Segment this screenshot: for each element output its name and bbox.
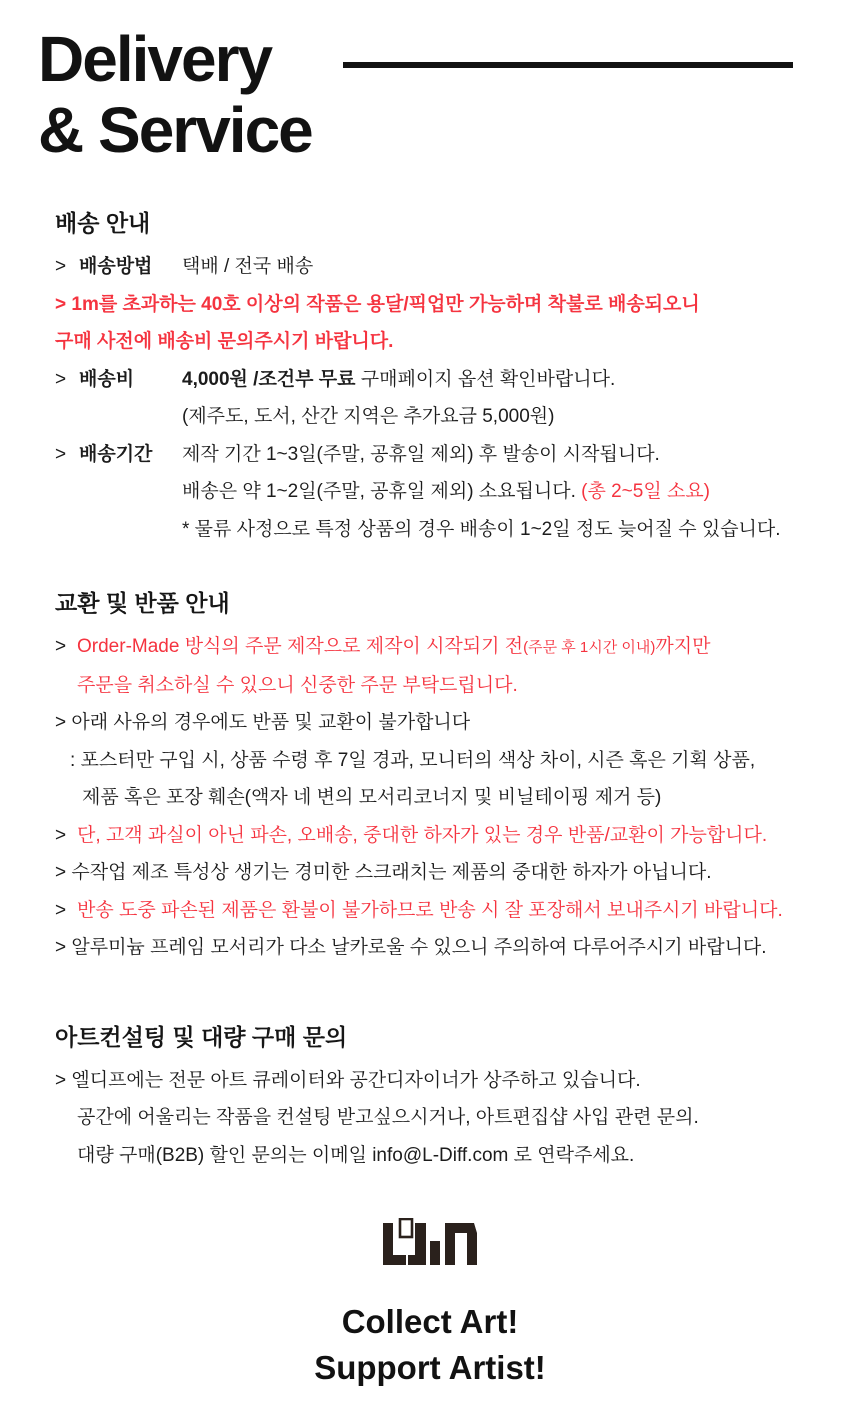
title-rule-divider — [343, 62, 793, 68]
brand-slogan — [0, 1299, 860, 1391]
section-shipping-info — [55, 208, 820, 548]
page-footer — [0, 1218, 860, 1391]
returns-exception-text: 단, 고객 과실이 아닌 파손, 오배송, 중대한 하자가 있는 경우 반품/교환이 가능합니다. — [77, 824, 768, 846]
shipping-method-label — [55, 248, 182, 286]
oversize-notice-line1: > 1m를 초과하는 40호 이상의 작품은 용달/픽업만 가능하며 착불로 배송되오니 — [55, 293, 700, 315]
returns-order-made-line — [55, 628, 820, 667]
shipping-method-label-text: 배송방법 — [79, 256, 153, 277]
bullet-arrow: > — [55, 899, 67, 921]
shipping-method-value: 택배 / 전국 배송 — [182, 256, 314, 277]
shipping-fee-note-inline: 구매페이지 옵션 확인바랍니다. — [355, 368, 616, 390]
returns-scratch-line: > 수작업 제조 특성상 생기는 경미한 스크래치는 제품의 중대한 하자가 아닙니다. — [55, 862, 712, 883]
shipping-method-row — [55, 248, 820, 286]
bullet-arrow: > — [55, 368, 67, 390]
slogan-line1: Collect Art! — [341, 1303, 519, 1340]
ldiff-logo-icon — [380, 1218, 480, 1271]
shipping-period-row — [55, 436, 820, 474]
shipping-period-line1: 제작 기간 1~3일(주말, 공휴일 제외) 후 발송이 시작됩니다. — [182, 443, 660, 465]
shipping-fee-value — [182, 361, 820, 399]
consulting-line3: 대량 구매(B2B) 할인 문의는 이메일 info@L-Diff.com 로 연락주세요. — [77, 1144, 635, 1166]
returns-heading: 교환 및 반품 안내 — [55, 590, 230, 616]
shipping-period-total-days: (총 2~5일 소요) — [581, 481, 710, 502]
bullet-arrow: > — [55, 443, 67, 465]
shipping-fee-label-text: 배송비 — [79, 368, 135, 390]
shipping-period-line2 — [182, 473, 820, 511]
bullet-arrow: > — [55, 256, 67, 277]
shipping-fee-row — [55, 361, 820, 399]
returns-exception-line — [55, 817, 820, 855]
consulting-line2: 공간에 어울리는 작품을 컨설팅 받고싶으시거나, 아트편집샵 사입 관련 문의. — [77, 1107, 699, 1128]
returns-repack-line — [55, 892, 820, 930]
returns-frame-warning-line: > 알루미늄 프레임 모서리가 다소 날카로울 수 있으니 주의하여 다루어주시기 바랍니다. — [55, 937, 767, 958]
returns-repack-text: 반송 도중 파손된 제품은 환불이 불가하므로 반송 시 잘 포장해서 보내주시기 바랍니다. — [77, 899, 783, 921]
oversize-notice-line2: 구매 사전에 배송비 문의주시기 바랍니다. — [55, 331, 394, 352]
shipping-period-label-text: 배송기간 — [79, 443, 153, 465]
returns-cancel-line: 주문을 취소하실 수 있으니 신중한 주문 부탁드립니다. — [77, 674, 518, 696]
returns-order-made-text: Order-Made 방식의 주문 제작으로 제작이 시작되기 전 — [77, 636, 524, 657]
returns-order-made-suffix: 까지만 — [655, 636, 711, 657]
shipping-period-line2-text: 배송은 약 1~2일(주말, 공휴일 제외) 소요됩니다. — [182, 481, 582, 502]
shipping-fee-label — [55, 361, 182, 399]
section-exchange-returns — [55, 588, 820, 967]
returns-cases-detail-line1: : 포스터만 구입 시, 상품 수령 후 7일 경과, 모니터의 색상 차이, 시즌 혹은 기획 상품, — [70, 749, 756, 771]
page-title — [38, 24, 860, 166]
bullet-arrow: > — [55, 636, 67, 657]
returns-no-return-cases-line: > 아래 사유의 경우에도 반품 및 교환이 불가합니다 — [55, 712, 471, 733]
bullet-arrow: > — [55, 824, 67, 846]
shipping-fee-extra-note: (제주도, 도서, 산간 지역은 추가요금 5,000원) — [182, 406, 555, 427]
returns-cancel-window-note: (주문 후 1시간 이내) — [523, 639, 656, 656]
shipping-fee-amount: 4,000원 /조건부 무료 — [182, 368, 356, 390]
page-title-line1: Delivery — [38, 23, 272, 95]
consulting-line1: > 엘디프에는 전문 아트 큐레이터와 공간디자이너가 상주하고 있습니다. — [55, 1069, 641, 1091]
shipping-heading: 배송 안내 — [55, 210, 151, 236]
slogan-line2: Support Artist! — [314, 1349, 546, 1386]
returns-cases-detail-line2: 제품 혹은 포장 훼손(액자 네 변의 모서리코너지 및 비닐테이핑 제거 등) — [82, 787, 662, 808]
section-art-consulting — [55, 1022, 820, 1175]
shipping-period-line3: * 물류 사정으로 특정 상품의 경우 배송이 1~2일 정도 늦어질 수 있습니다. — [182, 518, 781, 540]
consulting-heading: 아트컨설팅 및 대량 구매 문의 — [55, 1023, 348, 1050]
page-header — [0, 0, 860, 166]
page-title-line2: & Service — [38, 94, 312, 166]
shipping-period-label — [55, 436, 182, 474]
